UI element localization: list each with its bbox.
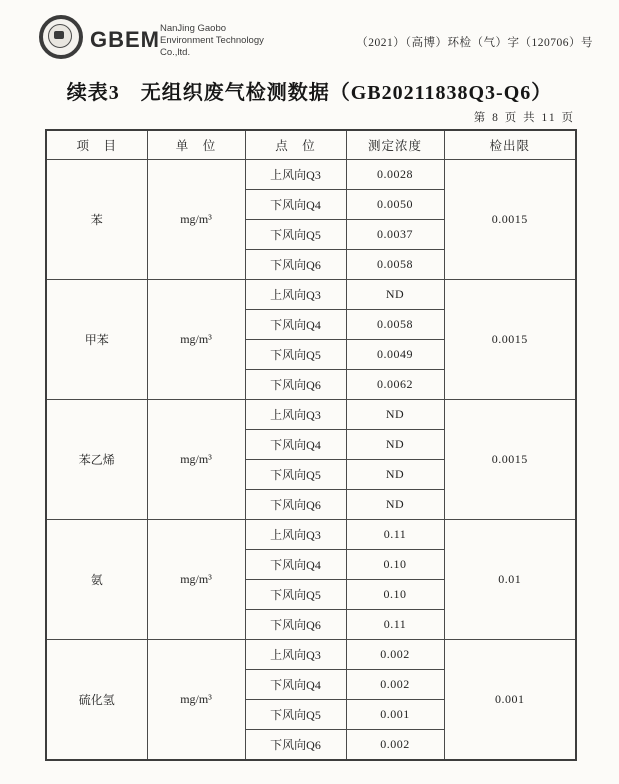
company-name-line3: Co.,ltd.: [160, 47, 191, 58]
item-cell: 硫化氢: [46, 640, 147, 761]
value-cell: 0.10: [346, 580, 444, 610]
value-cell: 0.0049: [346, 340, 444, 370]
col-header-item: 项 目: [46, 130, 147, 160]
point-cell: 下风向Q4: [245, 430, 346, 460]
col-header-point: 点 位: [245, 130, 346, 160]
point-cell: 上风向Q3: [245, 520, 346, 550]
limit-cell: 0.01: [444, 520, 576, 640]
item-cell: 苯乙烯: [46, 400, 147, 520]
point-cell: 上风向Q3: [245, 160, 346, 190]
point-cell: 下风向Q6: [245, 490, 346, 520]
col-header-limit: 检出限: [444, 130, 576, 160]
unit-cell: mg/m³: [147, 280, 245, 400]
value-cell: 0.11: [346, 520, 444, 550]
value-cell: 0.0028: [346, 160, 444, 190]
value-cell: ND: [346, 490, 444, 520]
company-seal-icon: [39, 15, 83, 59]
value-cell: 0.11: [346, 610, 444, 640]
table-body: [46, 160, 576, 761]
point-cell: 下风向Q4: [245, 550, 346, 580]
unit-cell: mg/m³: [147, 520, 245, 640]
col-header-value: 测定浓度: [346, 130, 444, 160]
value-cell: 0.10: [346, 550, 444, 580]
limit-cell: 0.0015: [444, 160, 576, 280]
point-cell: 下风向Q5: [245, 460, 346, 490]
point-cell: 上风向Q3: [245, 640, 346, 670]
table-row: [46, 160, 576, 190]
value-cell: 0.0058: [346, 310, 444, 340]
point-cell: 下风向Q5: [245, 220, 346, 250]
value-cell: 0.002: [346, 730, 444, 761]
value-cell: 0.002: [346, 670, 444, 700]
point-cell: 上风向Q3: [245, 280, 346, 310]
page-indicator: 第 8 页 共 11 页: [473, 112, 575, 124]
point-cell: 下风向Q6: [245, 730, 346, 761]
value-cell: 0.001: [346, 700, 444, 730]
seal-emblem: [54, 31, 64, 39]
page-title: 续表3 无组织废气检测数据（GB20211838Q3-Q6）: [66, 82, 553, 104]
table-row: [46, 400, 576, 430]
point-cell: 上风向Q3: [245, 400, 346, 430]
value-cell: 0.002: [346, 640, 444, 670]
value-cell: ND: [346, 280, 444, 310]
company-name-line1: NanJing Gaobo: [160, 23, 227, 34]
value-cell: 0.0062: [346, 370, 444, 400]
item-cell: 苯: [46, 160, 147, 280]
value-cell: ND: [346, 460, 444, 490]
limit-cell: 0.001: [444, 640, 576, 761]
unit-cell: mg/m³: [147, 160, 245, 280]
point-cell: 下风向Q4: [245, 670, 346, 700]
table-header-row: [46, 130, 576, 160]
measurement-table: [45, 129, 577, 761]
point-cell: 下风向Q5: [245, 580, 346, 610]
point-cell: 下风向Q5: [245, 700, 346, 730]
limit-cell: 0.0015: [444, 400, 576, 520]
company-name-line2: Environment Technology: [160, 35, 264, 46]
unit-cell: mg/m³: [147, 640, 245, 761]
table-row: [46, 520, 576, 550]
table-row: [46, 640, 576, 670]
item-cell: 甲苯: [46, 280, 147, 400]
table-row: [46, 280, 576, 310]
item-cell: 氨: [46, 520, 147, 640]
limit-cell: 0.0015: [444, 280, 576, 400]
value-cell: 0.0037: [346, 220, 444, 250]
point-cell: 下风向Q6: [245, 370, 346, 400]
value-cell: ND: [346, 430, 444, 460]
point-cell: 下风向Q5: [245, 340, 346, 370]
value-cell: 0.0050: [346, 190, 444, 220]
point-cell: 下风向Q4: [245, 190, 346, 220]
value-cell: ND: [346, 400, 444, 430]
point-cell: 下风向Q6: [245, 610, 346, 640]
document-number: （2021）（高博）环检（气）字（120706）号: [356, 37, 593, 49]
point-cell: 下风向Q6: [245, 250, 346, 280]
point-cell: 下风向Q4: [245, 310, 346, 340]
value-cell: 0.0058: [346, 250, 444, 280]
col-header-unit: 单 位: [147, 130, 245, 160]
unit-cell: mg/m³: [147, 400, 245, 520]
company-logo-text: GBEM: [90, 27, 160, 52]
company-name: [160, 23, 264, 59]
